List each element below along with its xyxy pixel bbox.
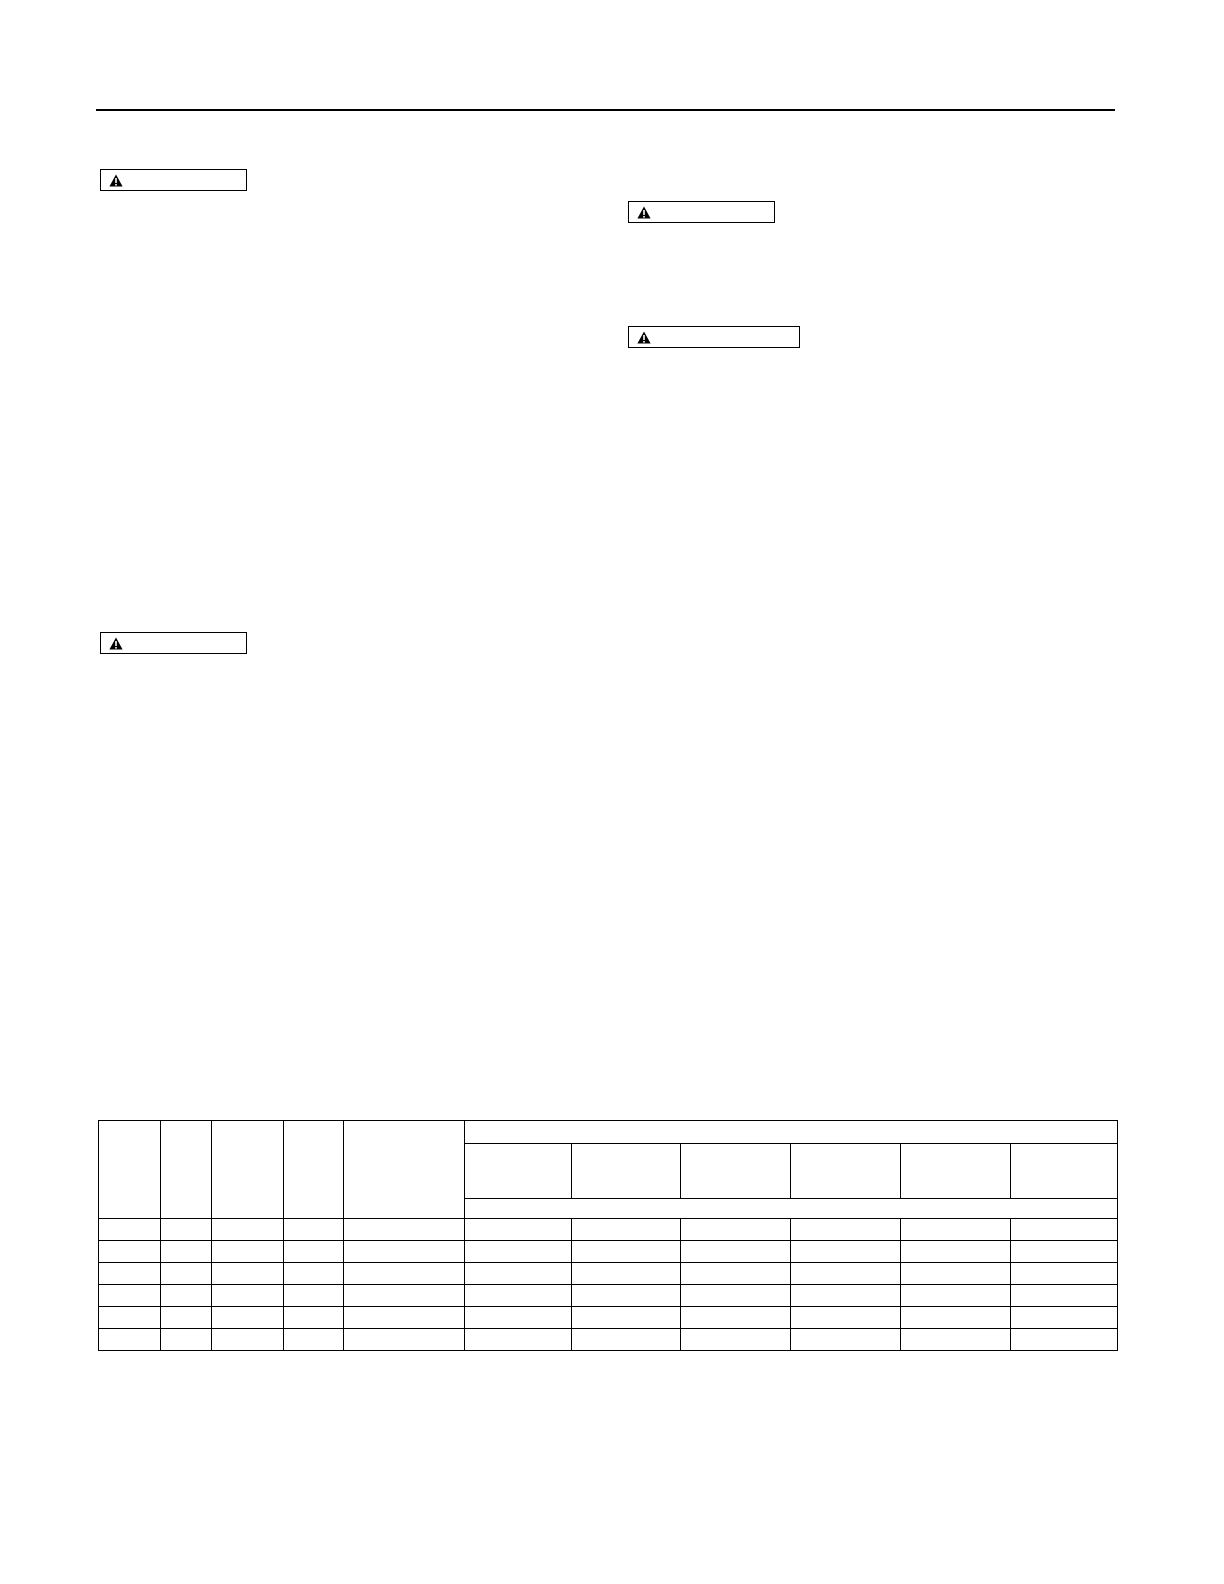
table-cell	[212, 1307, 284, 1329]
warning-box-3	[628, 201, 775, 223]
table-cell	[901, 1329, 1011, 1351]
table-cell	[284, 1263, 344, 1285]
table-cell	[1011, 1219, 1118, 1241]
table-cell	[791, 1307, 901, 1329]
table-subheader-cell	[1011, 1144, 1118, 1199]
table-cell	[212, 1285, 284, 1307]
table-cell	[465, 1307, 572, 1329]
table-header-cell	[344, 1121, 465, 1219]
table-cell	[99, 1307, 161, 1329]
table-cell	[791, 1285, 901, 1307]
table-cell	[791, 1219, 901, 1241]
table-cell	[572, 1263, 681, 1285]
warning-triangle-icon	[637, 331, 651, 344]
table-cell	[344, 1219, 465, 1241]
table-cell	[791, 1241, 901, 1263]
table-unit-row	[465, 1199, 1118, 1219]
table-subheader-cell	[572, 1144, 681, 1199]
table-cell	[791, 1263, 901, 1285]
table-cell	[344, 1241, 465, 1263]
table-cell	[572, 1329, 681, 1351]
table-cell	[284, 1241, 344, 1263]
table-cell	[572, 1241, 681, 1263]
table-cell	[681, 1329, 791, 1351]
table-header-cell	[99, 1121, 161, 1219]
table-cell	[99, 1219, 161, 1241]
table-subheader-cell	[465, 1144, 572, 1199]
spec-table	[98, 1120, 1118, 1351]
table-cell	[901, 1307, 1011, 1329]
table-cell	[99, 1285, 161, 1307]
table-cell	[212, 1263, 284, 1285]
table-cell	[212, 1219, 284, 1241]
table-cell	[901, 1241, 1011, 1263]
table-cell	[161, 1219, 212, 1241]
warning-box-4	[628, 326, 800, 348]
table-cell	[1011, 1329, 1118, 1351]
table-cell	[1011, 1263, 1118, 1285]
table-row	[99, 1219, 1118, 1241]
warning-box-1	[100, 169, 247, 191]
table-cell	[344, 1329, 465, 1351]
table-cell	[344, 1307, 465, 1329]
table-row	[99, 1307, 1118, 1329]
table-header-cell	[161, 1121, 212, 1219]
table-cell	[681, 1241, 791, 1263]
warning-triangle-icon	[109, 637, 123, 650]
table-cell	[212, 1329, 284, 1351]
table-row	[99, 1263, 1118, 1285]
header-rule	[96, 109, 1115, 111]
warning-box-2	[100, 632, 247, 654]
table-row	[99, 1329, 1118, 1351]
table-cell	[161, 1329, 212, 1351]
table-cell	[465, 1329, 572, 1351]
warning-triangle-icon	[637, 206, 651, 219]
table-cell	[465, 1263, 572, 1285]
table-cell	[99, 1241, 161, 1263]
table-cell	[284, 1219, 344, 1241]
table-cell	[1011, 1285, 1118, 1307]
table-cell	[465, 1219, 572, 1241]
table-cell	[791, 1329, 901, 1351]
table-cell	[681, 1285, 791, 1307]
table-row	[99, 1241, 1118, 1263]
table-cell	[284, 1285, 344, 1307]
table-cell	[572, 1219, 681, 1241]
table-cell	[1011, 1307, 1118, 1329]
table-subheader-cell	[791, 1144, 901, 1199]
table-header-cell	[284, 1121, 344, 1219]
table-cell	[465, 1241, 572, 1263]
table-cell	[572, 1285, 681, 1307]
table-cell	[681, 1263, 791, 1285]
table-cell	[161, 1241, 212, 1263]
table-cell	[344, 1263, 465, 1285]
table-cell	[1011, 1241, 1118, 1263]
table-cell	[161, 1285, 212, 1307]
table-cell	[99, 1329, 161, 1351]
table-cell	[161, 1307, 212, 1329]
table-row	[99, 1285, 1118, 1307]
table-cell	[901, 1219, 1011, 1241]
table-cell	[344, 1285, 465, 1307]
table-cell	[572, 1307, 681, 1329]
table-header-cell	[212, 1121, 284, 1219]
table-cell	[284, 1307, 344, 1329]
table-cell	[212, 1241, 284, 1263]
table-cell	[99, 1263, 161, 1285]
table-cell	[681, 1307, 791, 1329]
table-subheader-cell	[681, 1144, 791, 1199]
warning-triangle-icon	[109, 174, 123, 187]
table-cell	[901, 1263, 1011, 1285]
table-cell	[284, 1329, 344, 1351]
table-cell	[161, 1263, 212, 1285]
table-cell	[681, 1219, 791, 1241]
table-cell	[465, 1285, 572, 1307]
table-cell	[901, 1285, 1011, 1307]
table-subheader-cell	[901, 1144, 1011, 1199]
table-group-header	[465, 1121, 1118, 1144]
